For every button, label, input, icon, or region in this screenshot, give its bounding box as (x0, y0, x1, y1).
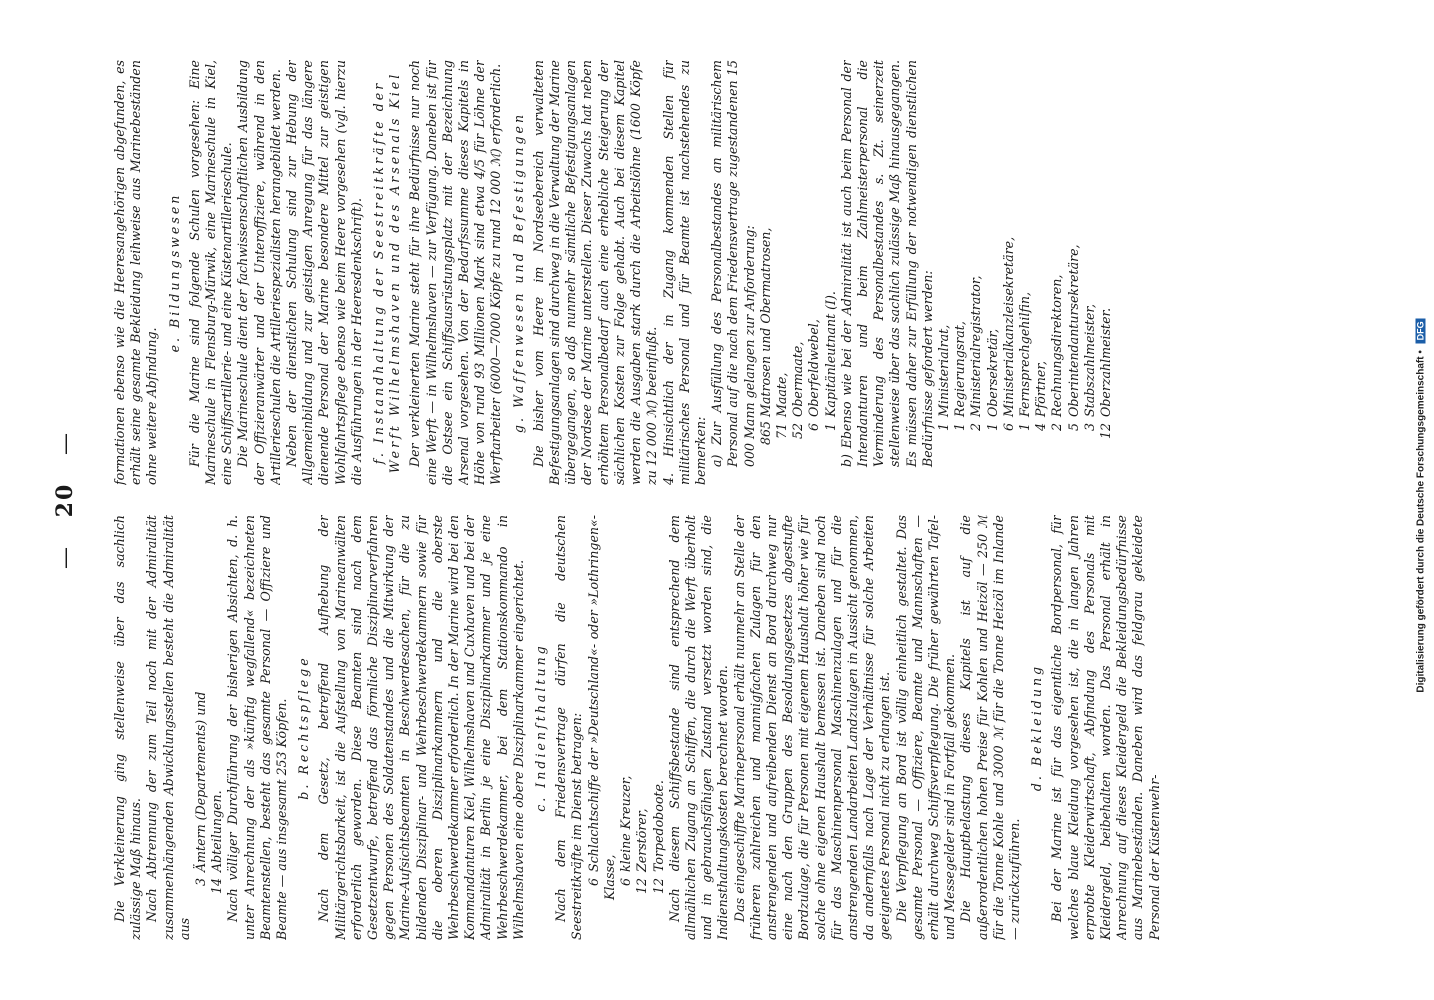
list-item (1017, 60, 1033, 485)
list-item-label: Oberzahlmeister. (1097, 307, 1113, 417)
list-item-label: Pförtner, (1033, 360, 1049, 417)
list-item-count: 71 (773, 423, 789, 440)
list-item (806, 60, 822, 485)
paragraph: 4. Hinsichtlich der in Zugang kommenden Stellen für militärisches Personal und für Beamte ist nachstehendes zu bemerken: (660, 60, 708, 485)
list-item-label: kleine Kreuzer, (618, 775, 634, 872)
list-item (634, 515, 650, 940)
list-item (774, 60, 790, 485)
paragraph: Die Verpflegung an Bord ist völlig einheitlich gestaltet. Das gesamte Personal — Offiziere, Beamte und Mannschaften — erhält durchweg Schiffsverpflegung. Die früher gewährten Tafel- und Messegelder sind in Fortfall gekommen. (893, 515, 958, 940)
list-item-label: Torpedoboote. (650, 780, 666, 872)
list-item-label: Ministerialrat, (935, 324, 951, 417)
funding-note-text: Digitalisierung gefördert durch die Deutsche Forschungsgemeinschaft • (1415, 350, 1427, 693)
list-item-label: Ministerialkanzleisekretäre, (1000, 236, 1016, 417)
section-heading: d. Bekleidung (1029, 663, 1045, 792)
list-item-count: 12 (634, 878, 650, 895)
paragraph: Nach diesem Schiffsbestande sind entsprechend dem allmählichen Zugang an Schiffen, die durch die Werft überholt und in gebrauchsfähigen Zustand versetzt worden sind, die Indiensthaltungskosten berechnet worden. (666, 515, 731, 940)
right-column (112, 60, 1382, 485)
page-number-dash-right: — (53, 431, 78, 456)
section-heading: f. Instandhaltung der Seestreitkräfte der Werft Wilhelmshaven und des Arsenals Kiel (371, 71, 403, 474)
funding-note (1410, 10, 1432, 990)
list-item-label: Kapitänleutnant (I). (822, 291, 838, 417)
list-item (651, 515, 667, 940)
list-item (823, 60, 839, 485)
list-item-count: 3 (1081, 423, 1097, 432)
list-item-count: 6 (618, 878, 634, 887)
list-item-count: 52 (790, 423, 806, 440)
list-item (618, 515, 634, 940)
left-column (112, 515, 1382, 940)
section-heading: g. Waffenwesen und Befestigungen (510, 111, 526, 434)
paragraph: Das eingeschiffte Marinepersonal erhält nunmehr an Stelle der früheren zahlreichen und mannigfachen Zulagen für den anstrengenden und aufreibenden Dienst an Bord durchweg nur eine nach den Gruppen des Besoldungsgesetzes abgestufte Bordzulage, die für Personen mit eigenem Haushalt höher wie für solche ohne eigenen Haushalt bemessen ist. Daneben sind noch für das Maschinenpersonal Maschinenzulagen und für die anstrengenden Landarbeiten Landzulagen in Aussicht genommen, da andernfalls nach Lage der Verhältnisse für solche Arbeiten geeignetes Personal nicht zu erlangen ist. (731, 515, 893, 940)
list-item-count: 6 (1000, 423, 1016, 432)
paragraph: Nach Abtrennung der zum Teil noch mit der Admiralität zusammenhängenden Abwicklungsstellen besteht die Admiralität aus (144, 515, 192, 940)
list-item (1049, 60, 1065, 485)
paragraph: formationen ebenso wie die Heeresangehörigen abgefunden, es erhält seine gesamte Bekleidung leihweise aus Marinebeständen ohne weitere Abfindung. (112, 60, 160, 485)
list-item (1066, 60, 1082, 485)
paragraph: Die Hauptbelastung dieses Kapitels ist auf die außerordentlichen hohen Preise für Kohlen und Heizöl — 250 ℳ für die Tonne Kohle und 3000 ℳ für die Tonne Heizöl im Inlande — zurückzuführen. (958, 515, 1022, 940)
list-item-label: Maate, (773, 372, 789, 417)
list-item-count: 2 (968, 423, 984, 432)
list-item-count: 14 (209, 878, 225, 895)
list-item (1098, 60, 1114, 485)
paragraph: Die bisher vom Heere im Nordseebereich verwalteten Befestigungsanlagen sind durchweg in die Verwaltung der Marine übergegangen, so daß nunmehr sämtliche Befestigungsanlagen der Nordsee der Marine unterstellen. Dieser Zuwachs hat neben erhöhtem Personalbedarf auch eine erhebliche Steigerung der sächlichen Kosten zur Folge gehabt. Auch bei diesem Kapitel werden die Ausgaben stark durch die Arbeitslöhne (1600 Köpfe zu 12 000 ℳ) beeinflußt. (530, 60, 660, 485)
list-item (985, 60, 1001, 485)
section-heading: b. Rechtspflege (296, 655, 312, 800)
list-item-count: 12 (650, 878, 666, 895)
list-item (1033, 60, 1049, 485)
list-item-label: Oberintendantursekretäre, (1065, 244, 1081, 417)
paragraph: a) Zur Ausfüllung des Personalbestandes an militärischem Personal auf die nach dem Friedensvertrage zugestandenen 15 000 Mann gelangen zur Anforderung: (709, 60, 757, 467)
list-item-count: 5 (1065, 423, 1081, 432)
list-item-label: Oberfeldwebel, (806, 319, 822, 417)
list-item-count: 2 (1049, 423, 1065, 432)
list-item-label: Fernsprechgehilfin, (1016, 292, 1032, 417)
list-item-count: 1 (952, 423, 968, 432)
list-item-count: 865 (757, 420, 773, 445)
paragraph: b) Ebenso wie bei der Admiralität ist auch beim Personal der Intendanturen und beim Zahlmeisterpersonal die Verminderung des Personalbestandes s. Zt. seinerzeit stellenweise über das sachlich zulässige Maß hinausgegangen. Es müssen daher zur Erfüllung der notwendigen dienstlichen Bedürfnisse gefordert werden: (838, 60, 935, 467)
list-item (586, 515, 618, 940)
list-item-label: Stabszahlmeister, (1081, 303, 1097, 417)
list-item (968, 60, 984, 485)
list-item-count: 6 (806, 423, 822, 432)
enumeration-list (758, 60, 839, 485)
list-item (790, 60, 806, 485)
list-item-label: Ämtern (Departements) und (193, 691, 209, 872)
list-item-label: Obermaate, (790, 341, 806, 417)
list-item-label: Obersekretär, (984, 328, 1000, 417)
enumeration-list (193, 515, 225, 940)
paragraph: Bei der Marine ist für das eigentliche Bordpersonal, für welches blaue Kleidung vorgesehen ist, die in langen Jahren erprobte Kleiderwirtschaft, Abfindung des Personals mit Kleidergeld, beibehalten worden. Das Personal erhält in Anrechnung auf dieses Kleidergeld die Bekleidungsbedürfnisse aus Marinebeständen. Daneben wird das feldgrau gekleidete Personal der Küstenwehr- (1049, 515, 1162, 940)
page-header (52, 60, 92, 940)
list-item (758, 60, 774, 485)
paragraph: Der verkleinerten Marine steht für ihre Bedürfnisse nur noch eine Werft — in Wilhelmshaven — zur Verfügung. Daneben ist für die Ostsee ein Schiffsausrüstungsplatz mit der Bezeichnung Arsenal vorgesehen. Von der Bedarfssumme dieses Kapitels in Höhe von rund 93 Millionen Mark sind etwa 4/5 für Löhne der Werftarbeiter (6000—7000 Köpfe zu rund 12 000 ℳ) erforderlich. (407, 60, 504, 485)
enumeration-list (586, 515, 667, 940)
text-columns (112, 60, 1382, 940)
paragraph: Nach völliger Durchführung der bisherigen Absichten, d. h. unter Anrechnung der als »künftig wegfallend« bezeichneten Beamtenstellen, besteht das gesamte Personal — Offiziere und Beamte — aus insgesamt 253 Köpfen. (225, 515, 290, 940)
document-page (32, 20, 1402, 980)
page-inner (52, 60, 1382, 940)
paragraph: Nach dem Friedensvertrage dürfen die deutschen Seestreitkräfte im Dienst betragen: (553, 515, 585, 940)
list-item (1001, 60, 1017, 485)
list-item (193, 515, 209, 940)
paragraph: Für die Marine sind folgende Schulen vorgesehen: Eine Marineschule in Flensburg-Mürwik, eine Marineschule in Kiel, eine Schiffsartillerie- und eine Küstenartillerieschule. (186, 60, 235, 485)
list-item-count: 1 (984, 423, 1000, 432)
list-item-count: 3 (193, 878, 209, 887)
list-item-label: Rechnungsdirektoren, (1049, 274, 1065, 417)
list-item (1082, 60, 1098, 485)
list-item-label: Zerstörer, (634, 808, 650, 872)
page-number-dash-left: — (53, 544, 78, 569)
list-item (952, 60, 968, 485)
list-item-count: 1 (1016, 423, 1032, 432)
list-item-label: Abteilungen. (209, 790, 225, 872)
paragraph: Nach dem Gesetz, betreffend Aufhebung der Militärgerichtsbarkeit, ist die Aufstellung von Marineanwälten erforderlich geworden. Diese Beamten sind nach dem Gesetzentwurfe, betreffend das förmliche Disziplinarverfahren gegen Personen des Soldatenstandes und die Mitwirkung der Marine-Aufsichtsbeamten in Beschwerdesachen, für die zu bildenden Disziplinar- und Wehrbeschwerdekammern sowie für die oberen Disziplinarkammern und die oberste Wehrbeschwerdekammer erforderlich. In der Marine wird bei den Kommandanturen Kiel, Wilhelmshaven und Cuxhaven und bei der Admiralität in Berlin je eine Disziplinarkammer und je eine Wehrbeschwerdekammer, bei dem Stationskommando in Wilhelmshaven eine obere Disziplinarkammer eingerichtet. (316, 515, 526, 940)
list-item-count: 4 (1033, 423, 1049, 432)
list-item-label: Schlachtschiffe der »Deutschland«- oder »Lothringen«-Klasse, (585, 515, 617, 900)
list-item-count: 6 (585, 878, 601, 887)
section-heading: c. Indienſthaltung (533, 643, 549, 812)
enumeration-list (936, 60, 1114, 485)
list-item-label: Regierungsrat, (952, 321, 968, 417)
list-item-label: Matrosen und Obermatrosen, (757, 227, 773, 417)
list-item (209, 515, 225, 940)
funding-note-text-wrap (1416, 16, 1427, 996)
paragraph: Neben der dienstlichen Schulung sind zur Hebung der Allgemeinbildung und zur geistigen Anregung für das längere dienende Personal der Marine besondere Mittel zur geistigen Wohlfahrtspflege ebenso wie beim Heere vorgesehen (vgl. hierzu die Ausführungen in der Heeresdenkschrift). (284, 60, 364, 485)
list-item-count: 12 (1097, 423, 1113, 440)
list-item-count: 1 (935, 423, 951, 432)
dfg-logo: DFG (1416, 318, 1426, 343)
list-item (936, 60, 952, 485)
paragraph: Die Verkleinerung ging stellenweise über das sachlich zulässige Maß hinaus. (112, 515, 144, 940)
list-item-count: 1 (822, 423, 838, 432)
paragraph: Die Marineschule dient der fachwissenschaftlichen Ausbildung der Offizieranwärter und der Unteroffiziere, während in den Artillerieschulen die Artilleriespezialisten herangebildet werden. (235, 60, 283, 485)
page-number: 20 (52, 482, 78, 518)
list-item-label: Ministerialregistrator, (968, 275, 984, 417)
section-heading: e. Bildungswesen (166, 192, 182, 353)
